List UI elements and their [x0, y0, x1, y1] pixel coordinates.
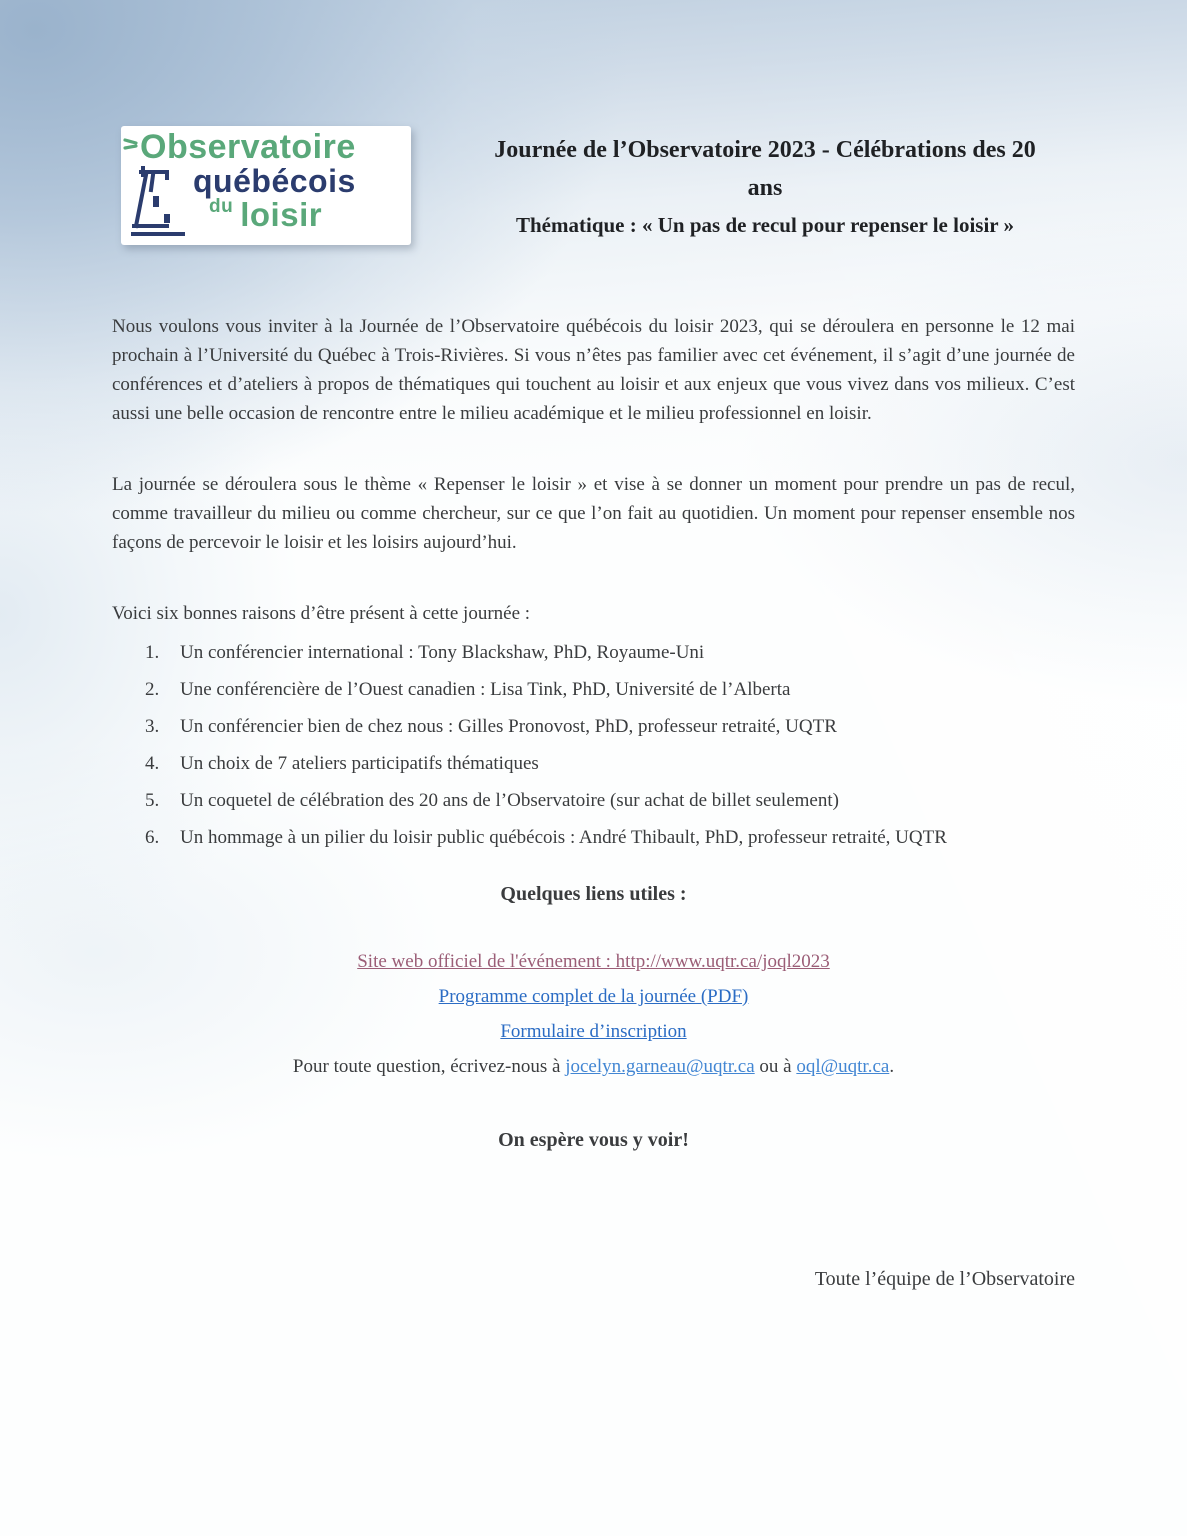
logo-word-loisir: loisir: [240, 196, 323, 233]
lookout-tower-icon: [131, 164, 189, 242]
programme-pdf-link[interactable]: Programme complet de la journée (PDF): [438, 986, 749, 1007]
page-subtitle: Thématique : « Un pas de recul pour repenser le loisir »: [516, 213, 1014, 237]
farewell-line: On espère vous y voir!: [498, 1129, 689, 1151]
email-link-jocelyn[interactable]: jocelyn.garneau@uqtr.ca: [565, 1056, 755, 1077]
contact-line: [112, 1052, 1075, 1081]
event-website-link[interactable]: Site web officiel de l'événement : http://www.uqtr.ca/joql2023: [357, 951, 830, 972]
logo-word-du: du: [209, 196, 234, 217]
logo-word-du-loisir: [209, 196, 322, 234]
document-header: [450, 131, 1080, 243]
registration-form-link[interactable]: Formulaire d’inscription: [500, 1021, 687, 1042]
email-link-oql[interactable]: oql@uqtr.ca: [796, 1056, 890, 1077]
list-item: 5. Un coquetel de célébration des 20 ans de l’Observatoire (sur achat de billet seulement): [164, 786, 1075, 815]
list-item: 2. Une conférencière de l’Ouest canadien : Lisa Tink, PhD, Université de l’Alberta: [164, 675, 1075, 704]
page-title-line2: ans: [747, 175, 783, 201]
list-item: 3. Un conférencier bien de chez nous : Gilles Pronovost, PhD, professeur retraité, UQTR: [164, 712, 1075, 741]
logo-observatoire: [121, 126, 411, 245]
list-item: 4. Un choix de 7 ateliers participatifs thématiques: [164, 749, 1075, 778]
logo-word-observatoire: Observatoire: [140, 128, 356, 166]
theme-paragraph: La journée se déroulera sous le thème « Repenser le loisir » et vise à se donner un moment pour prendre un pas de recul, comme travailleur du milieu ou comme chercheur, sur ce que l’on fait au quotidien. Un moment pour repenser ensemble nos façons de percevoir le loisir et les loisirs aujourd’hui.: [112, 474, 1075, 553]
contact-text: ou à: [754, 1056, 797, 1077]
list-item: 1. Un conférencier international : Tony Blackshaw, PhD, Royaume-Uni: [164, 638, 1075, 667]
contact-text: Pour toute question, écrivez-nous à: [292, 1056, 566, 1077]
list-item: 6. Un hommage à un pilier du loisir public québécois : André Thibault, PhD, professeur retraité, UQTR: [164, 823, 1075, 852]
page-title-line1: Journée de l’Observatoire 2023 - Célébrations des 20: [494, 137, 1036, 163]
logo-word-quebecois: québécois: [193, 163, 356, 199]
list-intro: Voici six bonnes raisons d’être présent à cette journée :: [112, 603, 531, 624]
intro-paragraph: Nous voulons vous inviter à la Journée de l’Observatoire québécois du loisir 2023, qui se déroulera en personne le 12 mai prochain à l’Université du Québec à Trois-Rivières. Si vous n’êtes pas familier avec cet événement, il s’agit d’une journée de conférences et d’ateliers à propos de thématiques qui touchent au loisir et aux enjeux que vous vivez dans vos milieux. C’est aussi une belle occasion de rencontre entre le milieu académique et le milieu professionnel en loisir.: [112, 316, 1075, 424]
reasons-list: [112, 638, 1075, 852]
document-body: [112, 312, 1075, 1294]
links-heading: Quelques liens utiles :: [500, 883, 687, 905]
contact-text: .: [889, 1056, 895, 1077]
signature-line: Toute l’équipe de l’Observatoire: [814, 1268, 1075, 1290]
logo-rays-icon: [123, 136, 139, 158]
